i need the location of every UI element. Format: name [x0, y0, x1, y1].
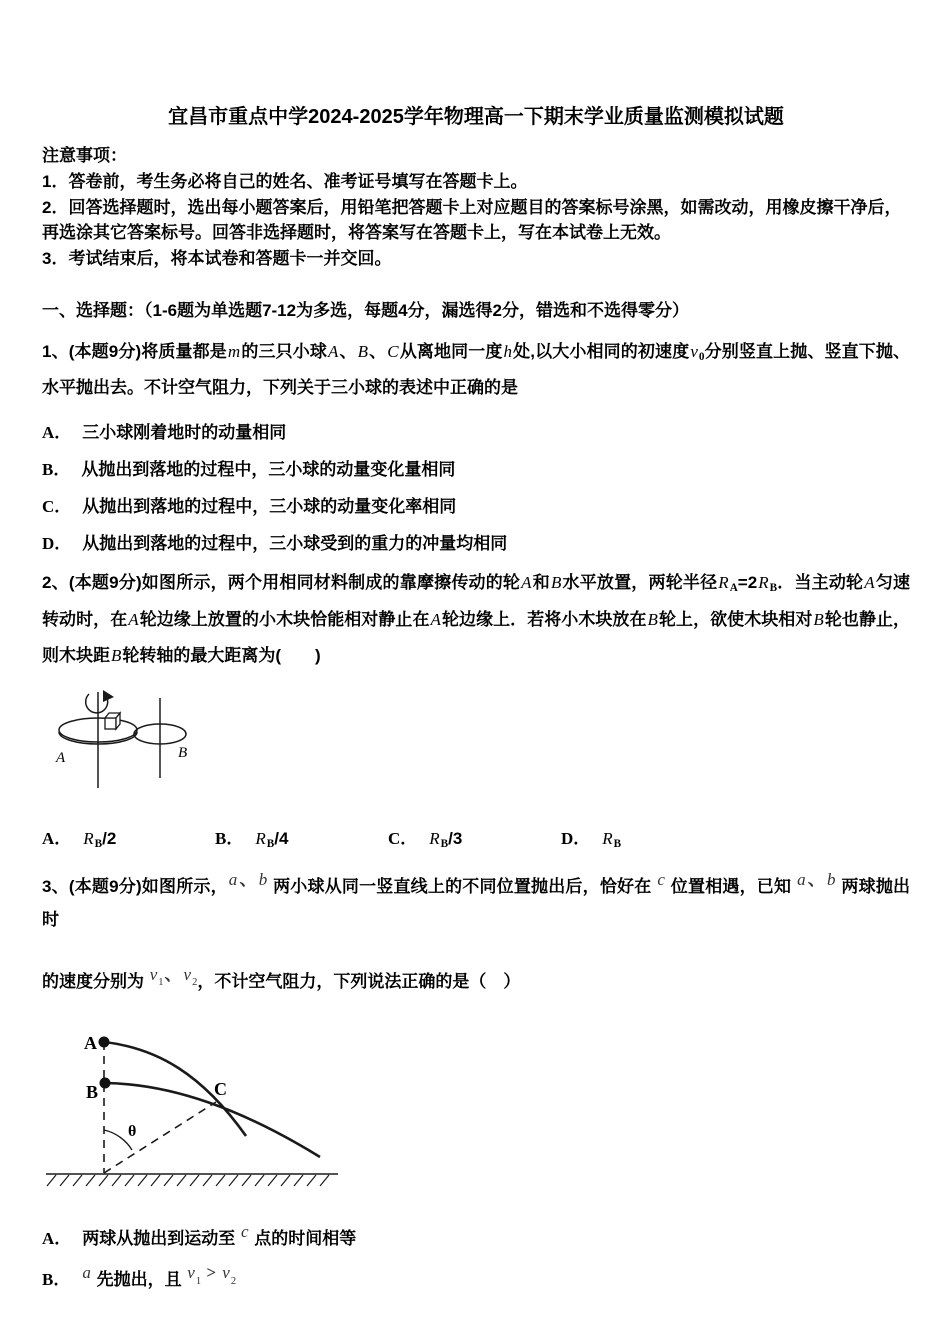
q1-option-b [42, 459, 910, 481]
notice-item-1: 1．答卷前，考生务必将自己的姓名、准考证号填写在答题卡上。 [42, 171, 528, 191]
option-text: RB [602, 828, 622, 850]
option-letter: D． [561, 828, 591, 848]
block-cube [105, 713, 120, 729]
option-letter: A． [42, 1229, 72, 1249]
option-letter: A． [42, 828, 72, 848]
projectile-diagram [42, 1024, 352, 1204]
question-1 [42, 334, 910, 555]
wheel-a-label: A [56, 749, 66, 766]
question-2 [42, 565, 910, 851]
wheel-b-label: B [178, 744, 188, 761]
option-text: a 先抛出，且 v1 > v2 [82, 1263, 237, 1290]
q3-stem-line1: 3、(本题9分)如图所示，a 、 b 两小球从同一竖直线上的不同位置抛出后，恰好在 c 位置相遇，已知 a 、 b 两球抛出时 [42, 870, 911, 929]
option-text: 两球从抛出到运动至 c 点的时间相等 [82, 1222, 357, 1249]
page-title: 宜昌市重点中学2024-2025学年物理高一下期末学业质量监测模拟试题 [168, 106, 784, 128]
option-text: RB/2 [83, 828, 117, 850]
option-text: RB/4 [255, 828, 289, 850]
ball-a-label: A [84, 1033, 97, 1054]
q1-option-c [42, 496, 910, 518]
q1-option-d [42, 533, 910, 555]
wheels-diagram [48, 687, 383, 805]
q2-stem: 2、(本题9分)如图所示，两个用相同材料制成的靠摩擦传动的轮A和B水平放置，两轮半径RA=2RB．当主动轮A匀速转动时，在A轮边缘上放置的小木块恰能相对静止在A轮边缘上．若将小木块放在B轮上，欲使木块相对B轮也静止，则木块距B轮转轴的最大距离为( ) [42, 573, 911, 666]
option-text: 三小球刚着地时的动量相同 [82, 422, 287, 442]
notice-section [42, 143, 910, 272]
q2-option-a [42, 828, 215, 852]
q2-option-b [215, 828, 388, 852]
option-letter: C． [388, 828, 418, 848]
option-letter: B． [215, 828, 244, 848]
q1-option-a [42, 422, 910, 444]
theta-label: θ [128, 1123, 137, 1141]
option-text: 从抛出到落地的过程中，三小球的动量变化量相同 [81, 459, 456, 479]
q3-option-a [42, 1222, 910, 1250]
q3-figure-trajectories [42, 1024, 910, 1209]
option-letter: A． [42, 422, 72, 442]
option-text: 从抛出到落地的过程中，三小球受到的重力的冲量均相同 [82, 534, 508, 554]
ball-b [100, 1078, 111, 1089]
meeting-point-label: C [214, 1079, 227, 1100]
option-letter: C． [42, 496, 72, 516]
q2-options-row [42, 828, 910, 852]
q1-stem: 1、(本题9分)将质量都是m的三只小球A、B、C从离地同一度h处,以大小相同的初速度v0分别竖直上抛、竖直下抛、水平抛出去。不计空气阻力，下列关于三小球的表述中正确的是 [42, 341, 911, 398]
option-letter: B． [42, 1270, 71, 1290]
notice-item-3: 3．考试结束后，将本试卷和答题卡一并交回。 [42, 249, 392, 269]
ball-a [99, 1037, 110, 1048]
notice-heading: 注意事项： [42, 146, 127, 165]
option-text: RB/3 [429, 828, 463, 850]
q3-stem-line2: 的速度分别为 v1、 v2，不计空气阻力，下列说法正确的是（ ） [42, 964, 521, 992]
notice-item-2: 2．回答选择题时，选出每小题答案后，用铅笔把答题卡上对应题目的答案标号涂黑，如需改动，用橡皮擦干净后，再选涂其它答案标号。回答非选择题时，将答案写在答题卡上，写在本试卷上无效。 [42, 197, 902, 243]
ball-b-label: B [86, 1082, 99, 1103]
q2-figure-wheels [48, 687, 910, 810]
ground-hatching [47, 1175, 329, 1186]
question-3 [42, 871, 910, 1291]
q2-option-c [388, 828, 561, 852]
section-heading: 一、选择题：（1-6题为单选题7-12为多选，每题4分，漏选得2分，错选和不选得零分） [42, 301, 690, 321]
q3-option-b [42, 1263, 910, 1291]
option-letter: D． [42, 534, 72, 554]
q2-option-d [561, 828, 621, 852]
option-letter: B． [42, 459, 71, 479]
rotation-arrowhead [103, 690, 114, 702]
option-text: 从抛出到落地的过程中，三小球的动量变化率相同 [82, 496, 457, 516]
